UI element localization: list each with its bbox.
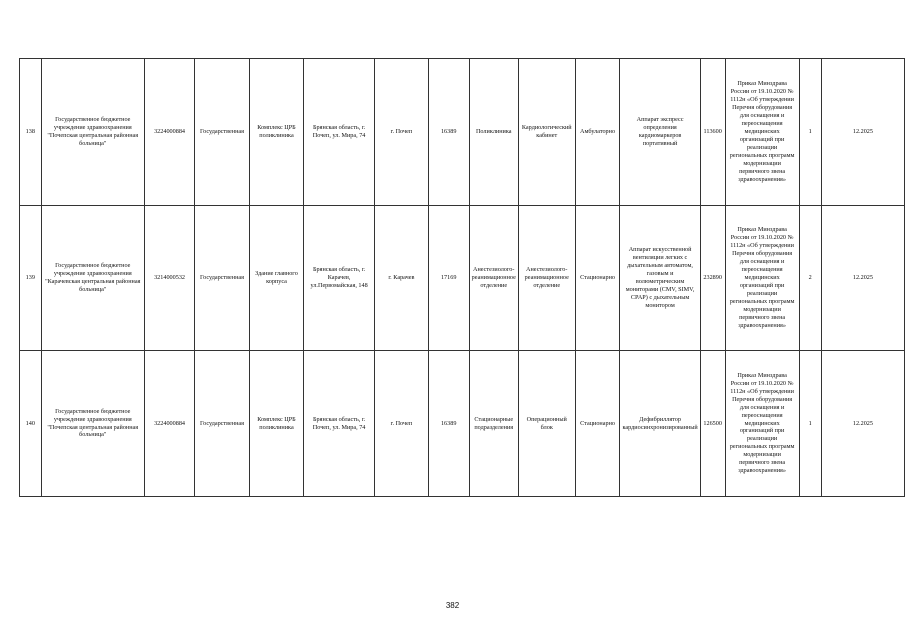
care-type: Стационарно [575, 351, 620, 497]
code: 16389 [428, 351, 469, 497]
delivery-date: 12.2025 [821, 59, 904, 206]
inn: 3224000884 [144, 351, 194, 497]
inn: 3224000884 [144, 59, 194, 206]
care-type: Амбулаторно [575, 59, 620, 206]
department: Анестезиолого-реанимационное отделение [518, 206, 575, 351]
address: Брянская область, г. Почеп, ул. Мира, 74 [304, 351, 375, 497]
building: Комплекс ЦРБ поликлиника [249, 351, 303, 497]
quantity: 1 [799, 59, 821, 206]
city: г. Почеп [375, 351, 429, 497]
table-row [20, 206, 905, 351]
quantity: 2 [799, 206, 821, 351]
price: 113600 [700, 59, 725, 206]
row-number: 139 [20, 206, 42, 351]
legal-basis: Приказ Минздрава России от 19.10.2020 № 1112н «Об утверждении Перечня оборудования для оснащения и переоснащения медицинских организаций при реализации региональных программ модернизации первичного звена здравоохранения» [725, 351, 799, 497]
table-row [20, 59, 905, 206]
device-name: Дефибриллятор кардиосинхронизированный [620, 351, 700, 497]
division: Поликлиника [469, 59, 518, 206]
table-row [20, 351, 905, 497]
delivery-date: 12.2025 [821, 351, 904, 497]
device-name: Аппарат экспресс определения кардиомаркеров портативный [620, 59, 700, 206]
address: Брянская область, г. Почеп, ул. Мира, 74 [304, 59, 375, 206]
ownership: Государственная [195, 206, 250, 351]
organization-name: Государственное бюджетное учреждение здравоохранения "Почепская центральная районная больница" [41, 351, 144, 497]
delivery-date: 12.2025 [821, 206, 904, 351]
quantity: 1 [799, 351, 821, 497]
ownership: Государственная [195, 59, 250, 206]
organization-name: Государственное бюджетное учреждение здравоохранения "Карачевская центральная районная больница" [41, 206, 144, 351]
device-name: Аппарат искусственной вентиляции легких с дыхательным автоматом, газовым и волюметрическим мониторами (CMV, SIMV, CPAP) с дыхательным монитором [620, 206, 700, 351]
address: Брянская область, г. Карачев, ул.Первомайская, 148 [304, 206, 375, 351]
division: Анестезиолого-реанимационное отделение [469, 206, 518, 351]
department: Кардиологический кабинет [518, 59, 575, 206]
price: 232890 [700, 206, 725, 351]
row-number: 140 [20, 351, 42, 497]
city: г. Карачев [375, 206, 429, 351]
building: Комплекс ЦРБ поликлиника [249, 59, 303, 206]
code: 17169 [428, 206, 469, 351]
division: Стационарные подразделения [469, 351, 518, 497]
price: 126500 [700, 351, 725, 497]
code: 16389 [428, 59, 469, 206]
building: Здание главного корпуса [249, 206, 303, 351]
row-number: 138 [20, 59, 42, 206]
legal-basis: Приказ Минздрава России от 19.10.2020 № 1112н «Об утверждении Перечня оборудования для оснащения и переоснащения медицинских организаций при реализации региональных программ модернизации первичного звена здравоохранения» [725, 59, 799, 206]
page-number: 382 [445, 601, 460, 610]
inn: 3214000532 [144, 206, 194, 351]
care-type: Стационарно [575, 206, 620, 351]
organization-name: Государственное бюджетное учреждение здравоохранения "Почепская центральная районная больница" [41, 59, 144, 206]
department: Операционный блок [518, 351, 575, 497]
equipment-table [19, 58, 905, 497]
legal-basis: Приказ Минздрава России от 19.10.2020 № 1112н «Об утверждении Перечня оборудования для оснащения и переоснащения медицинских организаций при реализации региональных программ модернизации первичного звена здравоохранения» [725, 206, 799, 351]
city: г. Почеп [375, 59, 429, 206]
ownership: Государственная [195, 351, 250, 497]
